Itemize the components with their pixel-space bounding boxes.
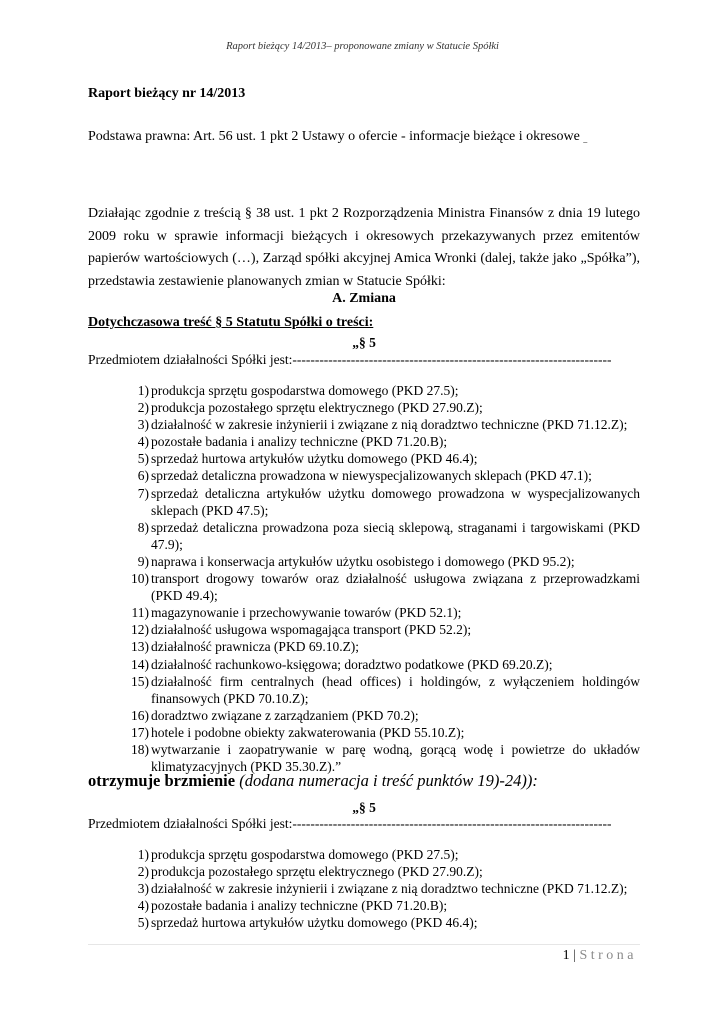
list-item-text: wytwarzanie i zaopatrywanie w parę wodną, gorącą wodę i powietrze do układów klimatyzacyjnych (PKD 35.30.Z).” — [151, 741, 640, 775]
list-item-number: 2) — [137, 864, 149, 880]
list-item-number: 7) — [137, 485, 149, 501]
list-item — [88, 656, 640, 673]
list-item-number: 1) — [137, 383, 149, 398]
list-item-number: 12) — [131, 622, 149, 638]
list-item — [88, 846, 640, 863]
list-item-text: działalność rachunkowo-księgowa; doradztwo podatkowe (PKD 69.20.Z); — [151, 656, 553, 672]
list-item — [88, 467, 640, 484]
list-item-number: 16) — [131, 707, 149, 723]
new-wording-heading-bold: otrzymuje brzmienie — [88, 771, 236, 790]
list-item-number: 3) — [137, 417, 149, 433]
list-item — [88, 880, 640, 897]
list-item-number: 1) — [137, 847, 149, 862]
list-item-text: sprzedaż detaliczna artykułów użytku domowego prowadzona w wyspecjalizowanych sklepach (PKD 47.5); — [151, 485, 640, 518]
list-item-number: 5) — [137, 451, 149, 467]
list-item-text: sprzedaż detaliczna prowadzona poza siecią sklepową, straganami i targowiskami (PKD 47.9); — [151, 519, 640, 552]
list-item — [88, 382, 640, 399]
new-activities-list — [88, 846, 640, 931]
list-item — [88, 638, 640, 655]
list-item — [88, 604, 640, 621]
list-item-text: produkcja pozostałego sprzętu elektrycznego (PKD 27.90.Z); — [151, 400, 483, 416]
list-item-text: działalność w zakresie inżynierii i związane z nią doradztwo techniczne (PKD 71.12.Z); — [151, 417, 628, 433]
page-footer — [563, 948, 637, 964]
report-title: Raport bieżący nr 14/2013 — [88, 86, 246, 101]
page-word: Strona — [579, 948, 637, 963]
list-item — [88, 724, 640, 741]
page-number: 1 — [562, 948, 570, 963]
list-item-number: 9) — [137, 553, 149, 569]
list-item — [88, 621, 640, 638]
list-item-number: 3) — [137, 881, 149, 897]
subject-line: Przedmiotem działalności Spółki jest:----------------------------------------------------------------------- — [88, 352, 612, 367]
current-text-heading: Dotychczasowa treść § 5 Statutu Spółki o treści: — [88, 315, 374, 330]
list-item-text: produkcja sprzętu gospodarstwa domowego (PKD 27.5); — [151, 383, 459, 398]
new-subject-line: Przedmiotem działalności Spółki jest:----------------------------------------------------------------------- — [88, 816, 612, 831]
list-item — [88, 553, 640, 570]
list-item-text: hotele i podobne obiekty zakwaterowania (PKD 55.10.Z); — [151, 724, 465, 740]
list-item-text: sprzedaż hurtowa artykułów użytku domowego (PKD 46.4); — [151, 451, 478, 467]
list-item — [88, 914, 640, 931]
list-item-number: 18) — [131, 741, 149, 757]
list-item-text: produkcja sprzętu gospodarstwa domowego (PKD 27.5); — [151, 847, 459, 862]
list-item — [88, 399, 640, 416]
list-item-text: działalność prawnicza (PKD 69.10.Z); — [151, 639, 360, 655]
list-item-text: działalność w zakresie inżynierii i związane z nią doradztwo techniczne (PKD 71.12.Z); — [151, 881, 628, 897]
list-item-number: 15) — [131, 673, 149, 689]
intro-paragraph: Działając zgodnie z treścią § 38 ust. 1 pkt 2 Rozporządzenia Ministra Finansów z dnia 19 lutego 2009 roku w sprawie informacji bieżących i okresowych przekazywanych przez emitentów papierów wartościowych (…), Zarząd spółki akcyjnej Amica Wronki (dalej, także jako „Spółka”), przedstawia zestawienie planowanych zmian w Statucie Spółki: — [88, 206, 640, 289]
list-item-number: 17) — [131, 724, 149, 740]
new-wording-heading-italic: (dodana numeracja i treść punktów 19)-24)): — [239, 771, 538, 790]
list-item-number: 8) — [137, 519, 149, 535]
list-item-text: działalność firm centralnych (head offices) i holdingów, z wyłączeniem holdingów finansowych (PKD 70.10.Z); — [151, 673, 640, 706]
list-item-number: 4) — [137, 898, 149, 914]
list-item-text: sprzedaż detaliczna prowadzona w niewyspecjalizowanych sklepach (PKD 47.1); — [151, 468, 592, 484]
section-a-heading: A. Zmiana — [332, 291, 396, 306]
list-item-number: 6) — [137, 468, 149, 484]
list-item-text: sprzedaż hurtowa artykułów użytku domowego (PKD 46.4); — [151, 915, 478, 931]
legal-basis — [88, 129, 640, 145]
footer-divider — [88, 944, 640, 945]
list-item — [88, 433, 640, 450]
list-item — [88, 570, 640, 604]
running-header: Raport bieżący 14/2013– proponowane zmiany w Statucie Spółki — [226, 41, 499, 52]
paragraph-symbol: „§ 5 — [352, 335, 376, 350]
list-item-text: magazynowanie i przechowywanie towarów (PKD 52.1); — [151, 605, 462, 621]
list-item-text: naprawa i konserwacja artykułów użytku osobistego i domowego (PKD 95.2); — [151, 553, 575, 569]
list-item-number: 5) — [137, 915, 149, 931]
list-item-text: produkcja pozostałego sprzętu elektrycznego (PKD 27.90.Z); — [151, 864, 483, 880]
current-activities-list — [88, 382, 640, 775]
list-item — [88, 416, 640, 433]
list-item — [88, 519, 640, 553]
new-paragraph-symbol: „§ 5 — [352, 800, 376, 815]
list-item-number: 2) — [137, 400, 149, 416]
legal-basis-mark: _ — [583, 135, 588, 144]
list-item — [88, 485, 640, 519]
list-item-text: transport drogowy towarów oraz działalność usługowa związana z przeprowadzkami (PKD 49.4); — [151, 571, 640, 604]
footer-separator: | — [573, 948, 576, 963]
list-item — [88, 673, 640, 707]
list-item-text: działalność usługowa wspomagająca transport (PKD 52.2); — [151, 622, 472, 638]
legal-basis-text: Podstawa prawna: Art. 56 ust. 1 pkt 2 Ustawy o ofercie - informacje bieżące i okresowe — [88, 129, 580, 144]
list-item — [88, 707, 640, 724]
list-item — [88, 450, 640, 467]
list-item-number: 10) — [131, 571, 149, 587]
list-item-number: 13) — [131, 639, 149, 655]
list-item-text: doradztwo związane z zarządzaniem (PKD 70.2); — [151, 707, 419, 723]
list-item-number: 14) — [131, 656, 149, 672]
list-item-number: 11) — [131, 605, 149, 621]
list-item — [88, 897, 640, 914]
list-item-text: pozostałe badania i analizy techniczne (PKD 71.20.B); — [151, 898, 448, 914]
list-item-number: 4) — [137, 434, 149, 450]
list-item-text: pozostałe badania i analizy techniczne (PKD 71.20.B); — [151, 434, 448, 450]
list-item — [88, 863, 640, 880]
new-wording-heading — [88, 771, 538, 791]
